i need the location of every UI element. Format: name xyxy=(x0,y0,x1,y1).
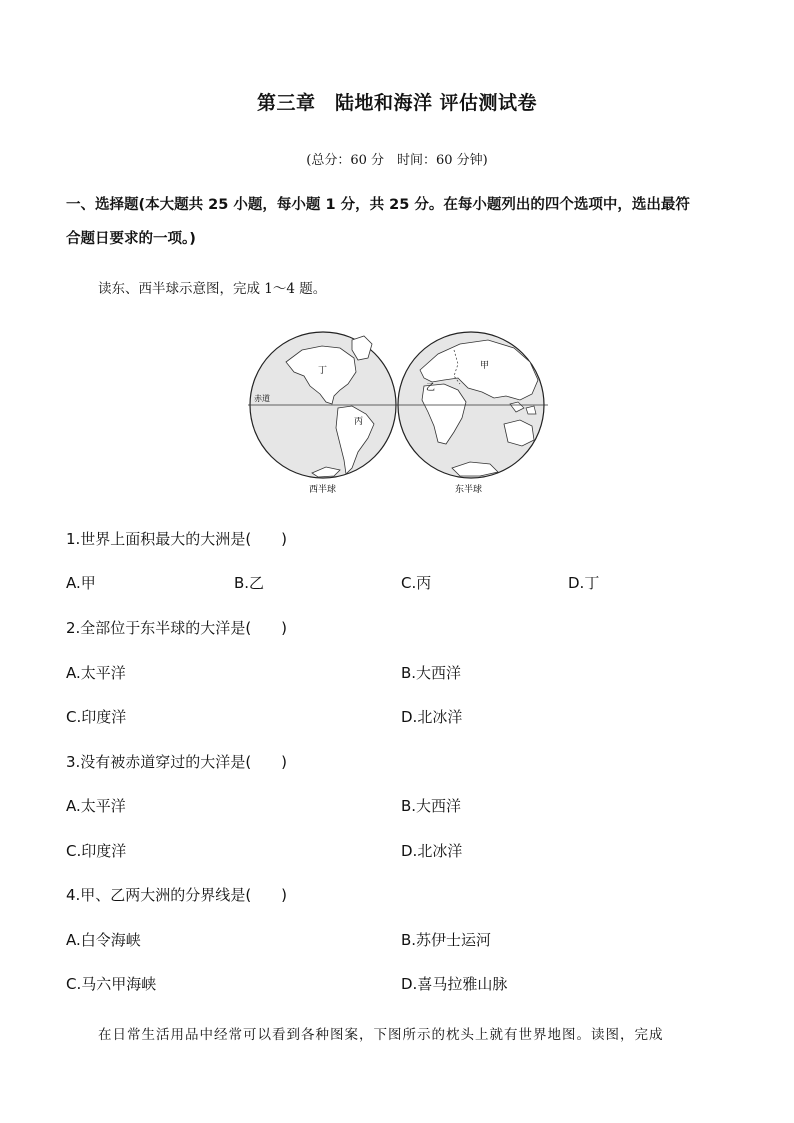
question-3-option-c: C.印度洋 xyxy=(66,842,127,860)
exam-info: (总分：60 分 时间：60 分钟) xyxy=(306,153,488,168)
question-1-option-c: C.丙 xyxy=(401,574,432,592)
question-2-option-d: D.北冰洋 xyxy=(401,708,463,726)
question-1-stem: 1.世界上面积最大的大洲是( ) xyxy=(66,530,288,548)
question-4-option-a: A.白令海峡 xyxy=(66,931,141,949)
question-2-option-b: B.大西洋 xyxy=(401,664,462,682)
east-hemisphere-label: 东半球 xyxy=(455,485,483,495)
question-group-intro: 读东、西半球示意图，完成 1～4 题。 xyxy=(98,281,327,297)
question-2-stem: 2.全部位于东半球的大洋是( ) xyxy=(66,619,288,637)
question-1-option-b: B.乙 xyxy=(234,574,265,592)
question-3-option-d: D.北冰洋 xyxy=(401,842,463,860)
question-4-option-d: D.喜马拉雅山脉 xyxy=(401,975,508,993)
hemisphere-map-figure xyxy=(248,328,548,500)
question-4-option-b: B.苏伊士运河 xyxy=(401,931,492,949)
label-jia: 甲 xyxy=(480,361,490,371)
label-bing: 丙 xyxy=(354,417,364,427)
question-2-option-a: A.太平洋 xyxy=(66,664,126,682)
question-3-option-b: B.大西洋 xyxy=(401,797,462,815)
question-3-option-a: A.太平洋 xyxy=(66,797,126,815)
page-title: 第三章 陆地和海洋 评估测试卷 xyxy=(256,92,538,114)
label-ding: 丁 xyxy=(318,366,328,376)
next-question-group-intro: 在日常生活用品中经常可以看到各种图案，下图所示的枕头上就有世界地图。读图，完成 xyxy=(98,1027,664,1043)
question-2-option-c: C.印度洋 xyxy=(66,708,127,726)
question-3-stem: 3.没有被赤道穿过的大洋是( ) xyxy=(66,753,288,771)
section-heading xyxy=(66,188,730,256)
question-4-option-c: C.马六甲海峡 xyxy=(66,975,157,993)
question-1-option-a: A.甲 xyxy=(66,574,96,592)
west-hemisphere-label: 西半球 xyxy=(309,485,337,495)
section-heading-line-1: 一、选择题(本大题共 25 小题，每小题 1 分，共 25 分。在每小题列出的四个选项中，选出最符 xyxy=(66,197,690,213)
label-yi: 乙 xyxy=(426,383,436,393)
question-1-option-d: D.丁 xyxy=(568,574,600,592)
question-4-stem: 4.甲、乙两大洲的分界线是( ) xyxy=(66,886,288,904)
section-heading-line-2: 合题日要求的一项。) xyxy=(66,231,196,247)
equator-label: 赤道 xyxy=(254,394,270,403)
